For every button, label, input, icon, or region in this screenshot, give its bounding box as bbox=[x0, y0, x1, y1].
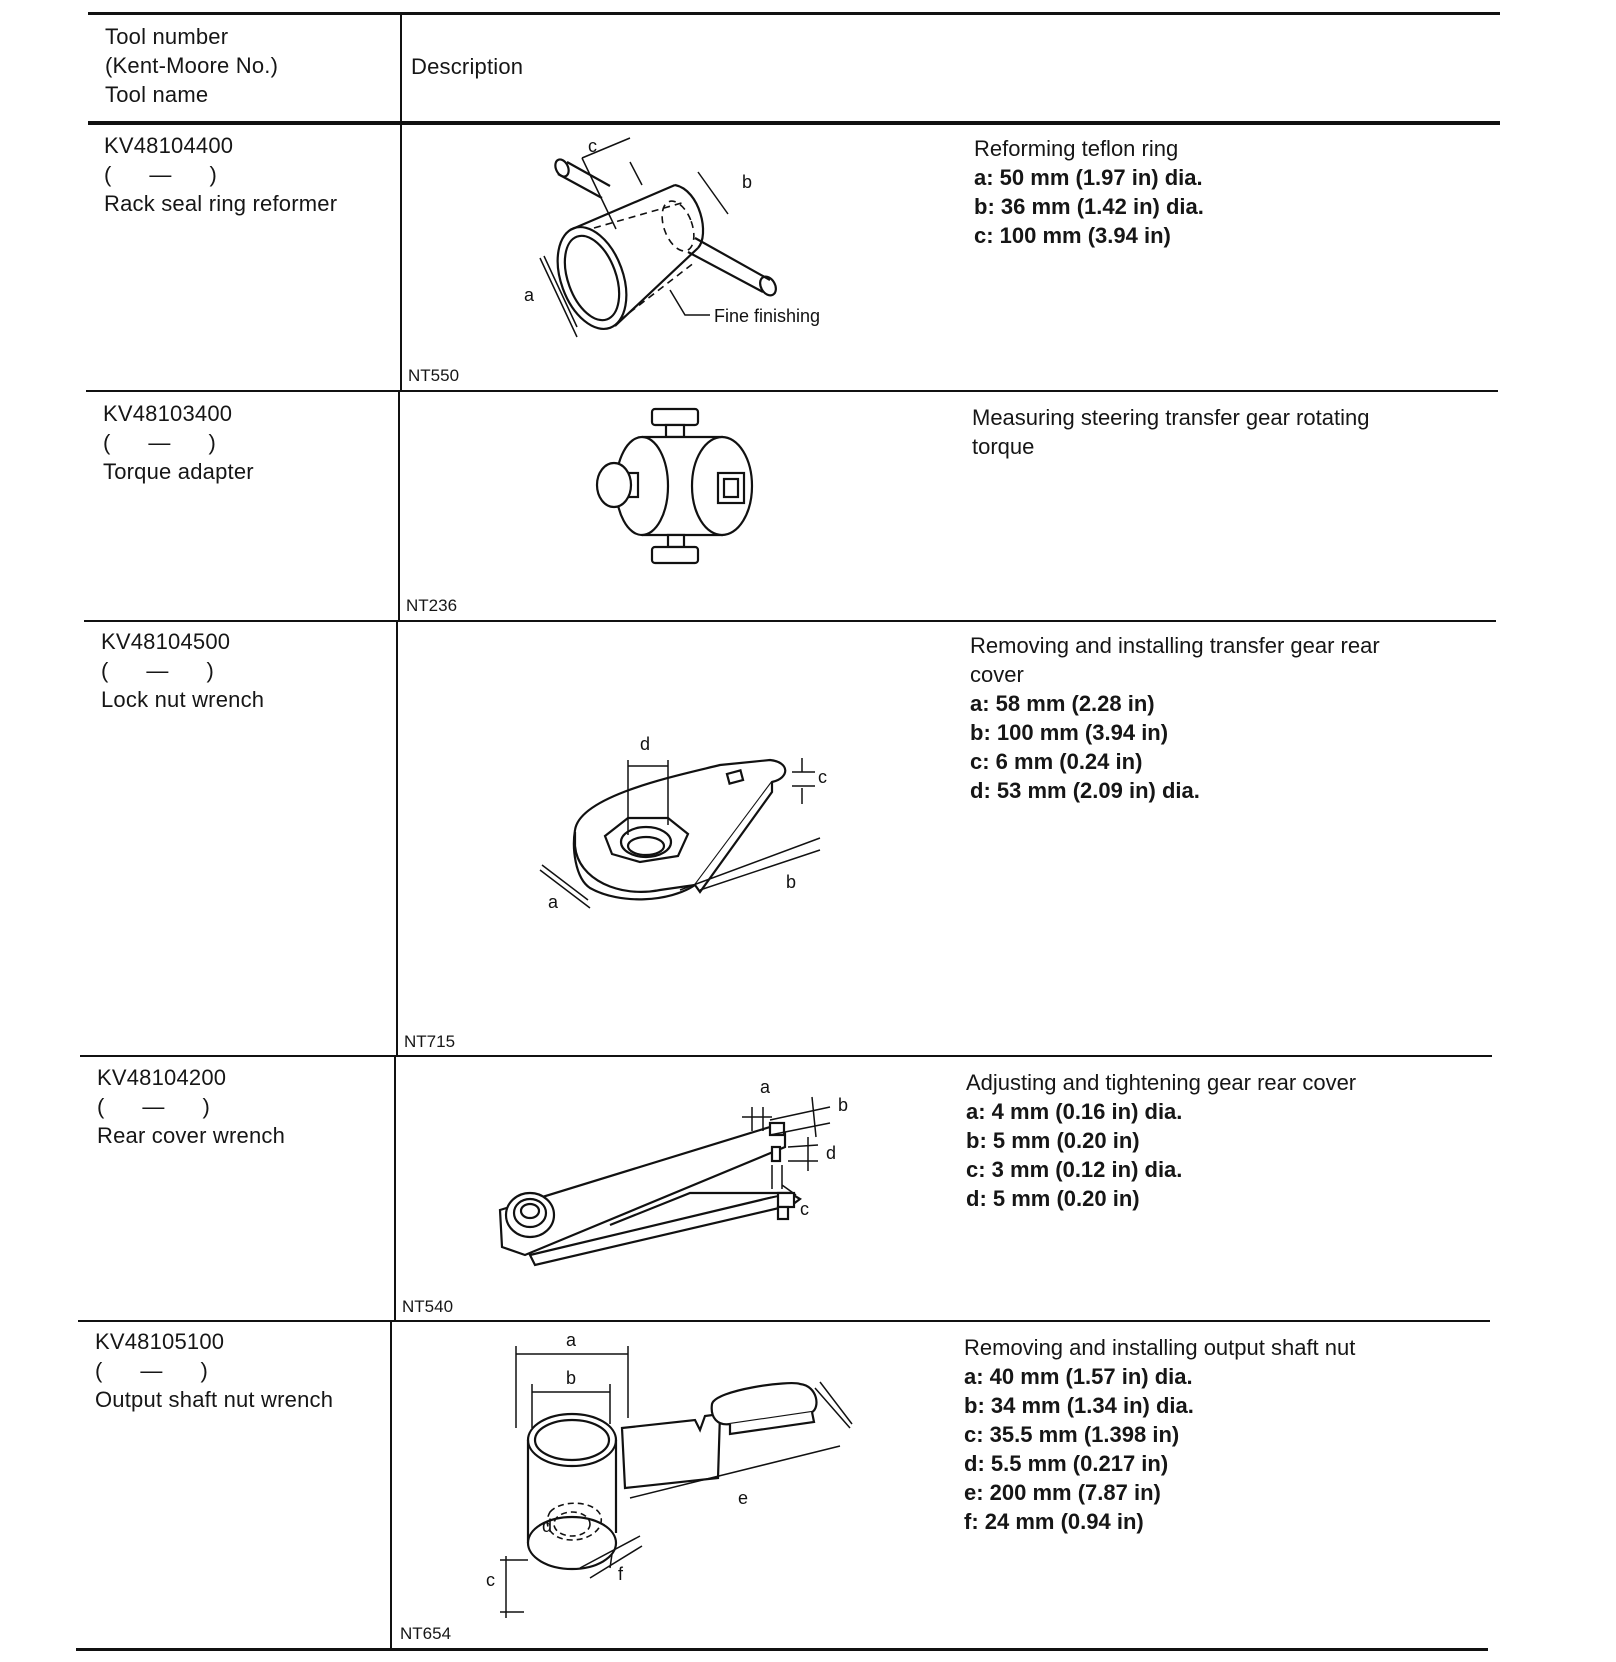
dimension-label-b: b bbox=[742, 172, 753, 192]
table-bottom-rule bbox=[76, 1648, 1488, 1651]
dimension-label-a: a bbox=[524, 285, 535, 305]
spec-c: c: 100 mm (3.94 in) bbox=[974, 223, 1171, 248]
fine-finishing-label: Fine finishing bbox=[714, 306, 821, 326]
description-title-cont: cover bbox=[970, 662, 1024, 687]
row-divider bbox=[78, 1320, 1490, 1322]
tool-number: KV48104400 bbox=[104, 133, 234, 158]
tool-info-cell bbox=[101, 627, 264, 714]
illustration-code: NT236 bbox=[406, 596, 458, 615]
column-separator bbox=[396, 620, 398, 1057]
column-separator bbox=[394, 1055, 396, 1322]
header-tool-column bbox=[105, 22, 278, 109]
header-description: Description bbox=[411, 54, 524, 79]
tool-info-cell bbox=[95, 1327, 333, 1414]
description-cell bbox=[974, 134, 1454, 250]
spec-c: c: 3 mm (0.12 in) dia. bbox=[966, 1157, 1183, 1182]
kent-moore-number: ( — ) bbox=[97, 1094, 210, 1119]
dimension-label-a: a bbox=[760, 1077, 771, 1097]
spec-c: c: 35.5 mm (1.398 in) bbox=[964, 1422, 1180, 1447]
spec-e: e: 200 mm (7.87 in) bbox=[964, 1480, 1161, 1505]
description-title: Removing and installing transfer gear rear bbox=[970, 633, 1380, 658]
dimension-label-a: a bbox=[566, 1330, 577, 1350]
header-tool-name: Tool name bbox=[105, 82, 209, 107]
tool-number: KV48103400 bbox=[103, 401, 233, 426]
tool-info-cell bbox=[104, 131, 337, 218]
dimension-label-b: b bbox=[838, 1095, 849, 1115]
spec-d: d: 5 mm (0.20 in) bbox=[966, 1186, 1140, 1211]
tool-name: Rack seal ring reformer bbox=[104, 191, 338, 216]
tool-name: Rear cover wrench bbox=[97, 1123, 286, 1148]
tool-name: Output shaft nut wrench bbox=[95, 1387, 334, 1412]
spec-a: a: 40 mm (1.57 in) dia. bbox=[964, 1364, 1193, 1389]
spec-b: b: 5 mm (0.20 in) bbox=[966, 1128, 1140, 1153]
dimension-label-c: c bbox=[486, 1570, 495, 1590]
description-title-cont: torque bbox=[972, 434, 1035, 459]
tool-name: Torque adapter bbox=[103, 459, 254, 484]
dimension-label-b: b bbox=[786, 872, 797, 892]
dimension-label-d: d bbox=[826, 1143, 837, 1163]
tool-info-cell bbox=[103, 399, 254, 486]
header-kent-moore: (Kent-Moore No.) bbox=[105, 53, 279, 78]
dimension-label-c: c bbox=[588, 136, 597, 156]
rear-cover-wrench-illustration bbox=[490, 1075, 870, 1275]
dimension-label-d: d bbox=[542, 1516, 553, 1536]
description-title: Removing and installing output shaft nut bbox=[964, 1335, 1356, 1360]
row-divider bbox=[84, 620, 1496, 622]
torque-adapter-illustration bbox=[590, 405, 790, 575]
description-title: Adjusting and tightening gear rear cover bbox=[966, 1070, 1357, 1095]
kent-moore-number: ( — ) bbox=[95, 1358, 208, 1383]
kent-moore-number: ( — ) bbox=[103, 430, 216, 455]
dimension-label-f: f bbox=[618, 1564, 624, 1584]
rack-seal-ring-reformer-illustration bbox=[520, 136, 860, 350]
row-divider bbox=[86, 390, 1498, 392]
header-bottom-rule bbox=[88, 121, 1500, 125]
spec-b: b: 34 mm (1.34 in) dia. bbox=[964, 1393, 1194, 1418]
column-separator bbox=[398, 390, 400, 622]
illustration-code: NT540 bbox=[402, 1297, 454, 1316]
dimension-label-a: a bbox=[548, 892, 559, 912]
dimension-label-c: c bbox=[818, 767, 827, 787]
table-top-rule bbox=[88, 12, 1500, 15]
spec-c: c: 6 mm (0.24 in) bbox=[970, 749, 1143, 774]
description-title: Measuring steering transfer gear rotating bbox=[972, 405, 1370, 430]
row-divider bbox=[80, 1055, 1492, 1057]
dimension-label-b: b bbox=[566, 1368, 577, 1388]
spec-d: d: 53 mm (2.09 in) dia. bbox=[970, 778, 1200, 803]
kent-moore-number: ( — ) bbox=[104, 162, 217, 187]
description-cell bbox=[972, 403, 1452, 461]
dimension-label-e: e bbox=[738, 1488, 749, 1508]
dimension-label-d: d bbox=[640, 734, 651, 754]
kent-moore-number: ( — ) bbox=[101, 658, 214, 683]
dimension-label-c: c bbox=[800, 1199, 809, 1219]
spec-b: b: 100 mm (3.94 in) bbox=[970, 720, 1169, 745]
spec-a: a: 58 mm (2.28 in) bbox=[970, 691, 1155, 716]
tool-number: KV48104200 bbox=[97, 1065, 227, 1090]
spec-a: a: 4 mm (0.16 in) dia. bbox=[966, 1099, 1183, 1124]
spec-a: a: 50 mm (1.97 in) dia. bbox=[974, 165, 1203, 190]
header-tool-number: Tool number bbox=[105, 24, 229, 49]
illustration-code: NT715 bbox=[404, 1032, 456, 1051]
tool-number: KV48105100 bbox=[95, 1329, 225, 1354]
tool-info-cell bbox=[97, 1063, 285, 1150]
tool-number: KV48104500 bbox=[101, 629, 231, 654]
output-shaft-nut-wrench-illustration bbox=[480, 1328, 860, 1618]
column-separator bbox=[390, 1320, 392, 1650]
spec-f: f: 24 mm (0.94 in) bbox=[964, 1509, 1144, 1534]
illustration-code: NT550 bbox=[408, 366, 460, 385]
description-cell bbox=[964, 1333, 1444, 1536]
tool-name: Lock nut wrench bbox=[101, 687, 265, 712]
illustration-code: NT654 bbox=[400, 1624, 452, 1643]
column-separator bbox=[400, 12, 402, 392]
description-cell bbox=[966, 1068, 1446, 1213]
description-title: Reforming teflon ring bbox=[974, 136, 1179, 161]
spec-b: b: 36 mm (1.42 in) dia. bbox=[974, 194, 1204, 219]
description-cell bbox=[970, 631, 1450, 805]
lock-nut-wrench-illustration bbox=[520, 720, 850, 920]
spec-d: d: 5.5 mm (0.217 in) bbox=[964, 1451, 1169, 1476]
